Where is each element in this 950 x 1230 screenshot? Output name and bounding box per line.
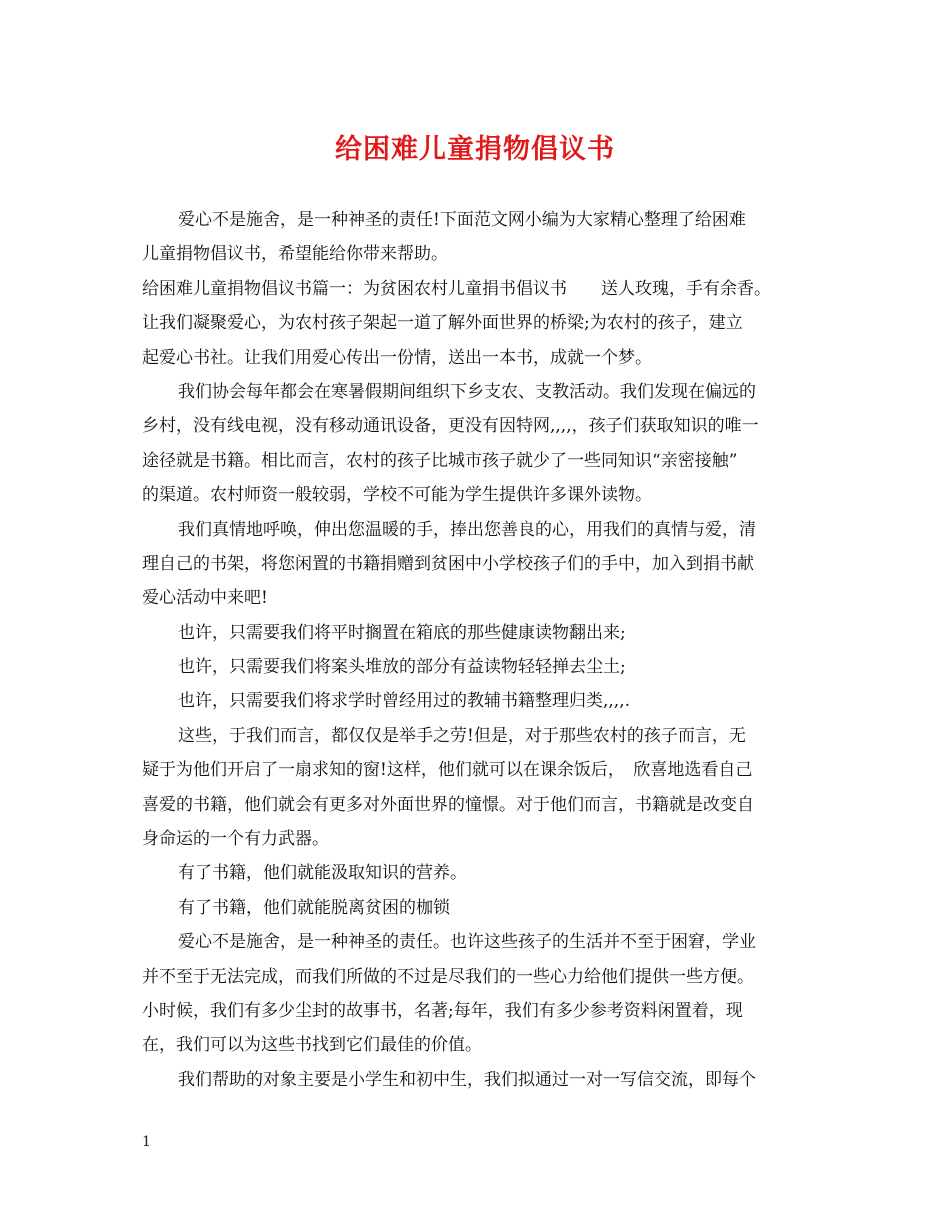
paragraph-line: 有了书籍，他们就能汲取知识的营养。 [178,863,467,884]
paragraph-line: 爱心不是施舍，是一种神圣的责任!下面范文网小编为大家精心整理了给困难 [178,210,746,230]
paragraph-line: 途径就是书籍。相比而言，农村的孩子比城市孩子就少了一些同知识“亲密接触” [142,450,738,471]
paragraph-line: 起爱心书社。让我们用爱心传出一份情，送出一本书，成就一个梦。 [142,347,652,368]
paragraph-line: 也许，只需要我们将案头堆放的部分有益读物轻轻掸去尘土; [178,657,626,678]
page-number: 1 [142,1134,151,1150]
paragraph-line: 并不至于无法完成，而我们所做的不过是尽我们的一些心力给他们提供一些方便。 [142,966,754,987]
paragraph-line: 爱心活动中来吧! [142,588,268,609]
paragraph-line: 有了书籍，他们就能脱离贫困的枷锁 [178,897,450,918]
paragraph-line: 我们真情地呼唤，伸出您温暖的手，捧出您善良的心，用我们的真情与爱，清 [178,519,756,540]
paragraph-line: 疑于为他们开启了一扇求知的窗!这样，他们就可以在课余饭后， 欣喜地选看自己 [142,760,753,781]
paragraph-line: 我们协会每年都会在寒暑假期间组织下乡支农、支教活动。我们发现在偏远的 [178,381,756,402]
paragraph-line: 乡村，没有线电视，没有移动通讯设备，更没有因特网,,,,，孩子们获取知识的唯一 [142,416,759,437]
paragraph-line: 也许，只需要我们将平时搁置在箱底的那些健康读物翻出来; [178,622,626,643]
paragraph-line: 的渠道。农村师资一般较弱，学校不可能为学生提供许多课外读物。 [142,485,652,506]
paragraph-line: 也许，只需要我们将求学时曾经用过的教辅书籍整理归类,,,,. [178,691,631,712]
paragraph-line: 身命运的一个有力武器。 [142,829,329,850]
paragraph-line: 儿童捐物倡议书，希望能给你带来帮助。 [142,244,448,265]
document-title: 给困难儿童捐物倡议书 [335,134,615,165]
paragraph-line: 让我们凝聚爱心，为农村孩子架起一道了解外面世界的桥梁;为农村的孩子，建立 [142,313,743,334]
paragraph-line: 理自己的书架，将您闲置的书籍捐赠到贫困中小学校孩子们的手中，加入到捐书献 [142,553,754,574]
paragraph-line: 这些，于我们而言，都仅仅是举手之劳!但是，对于那些农村的孩子而言，无 [178,725,746,746]
paragraph-line: 给困难儿童捐物倡议书篇一：为贫困农村儿童捐书倡议书 送人玫瑰，手有余香。 [142,278,771,299]
paragraph-line: 我们帮助的对象主要是小学生和初中生，我们拟通过一对一写信交流，即每个 [178,1069,756,1090]
paragraph-line: 在，我们可以为这些书找到它们最佳的价值。 [142,1035,482,1056]
paragraph-line: 小时候，我们有多少尘封的故事书，名著;每年，我们有多少参考资料闲置着，现 [142,1000,743,1021]
document-body [142,203,822,1097]
paragraph-line: 爱心不是施舍，是一种神圣的责任。也许这些孩子的生活并不至于困窘，学业 [178,932,756,953]
paragraph-line: 喜爱的书籍，他们就会有更多对外面世界的憧憬。对于他们而言，书籍就是改变自 [142,794,754,815]
